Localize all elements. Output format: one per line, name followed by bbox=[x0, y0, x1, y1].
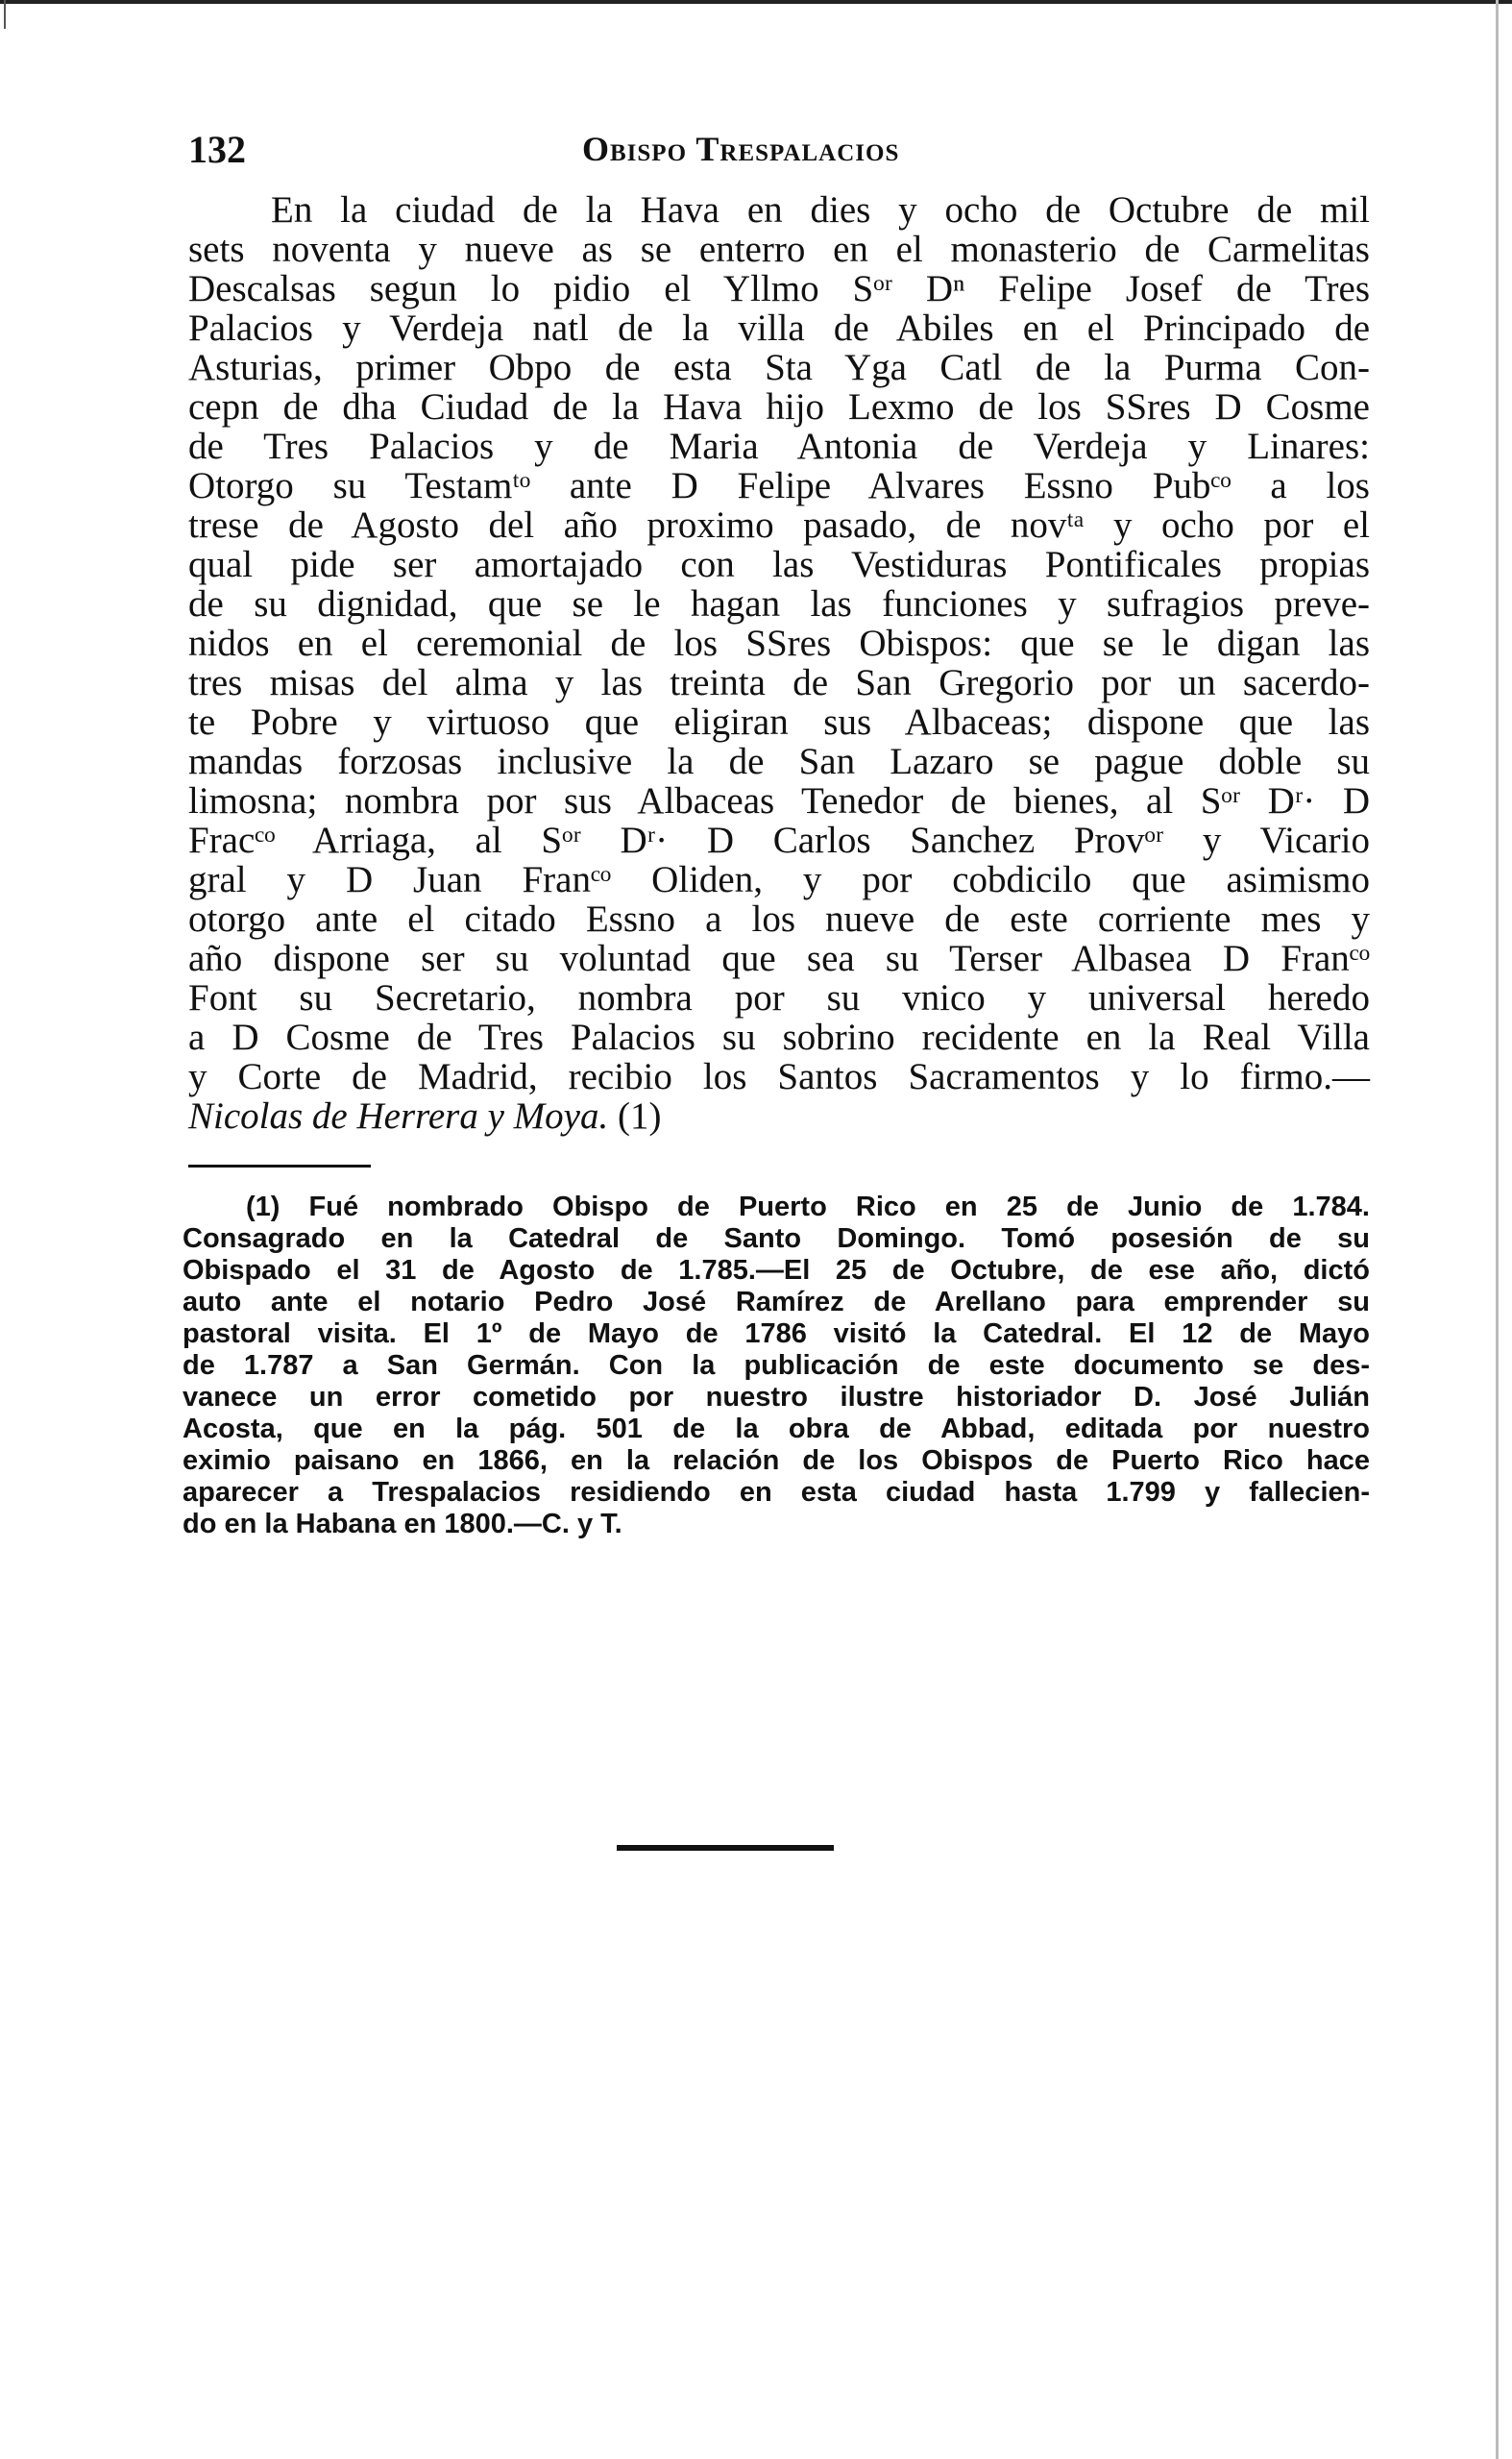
body-line: qual pide ser amortajado con las Vestiduras Pontificales propias bbox=[188, 544, 1370, 585]
footnote-marker: (1) bbox=[617, 1095, 662, 1137]
running-title: Obispo Trespalacios bbox=[582, 130, 900, 168]
body-line: Asturias, primer Obpo de esta Sta Yga Catl de la Purma Con- bbox=[188, 347, 1370, 388]
body-line: nidos en el ceremonial de los SSres Obispos: que se le digan las bbox=[188, 623, 1370, 664]
body-line: de su dignidad, que se le hagan las funciones y sufragios preve- bbox=[188, 583, 1370, 625]
body-line: te Pobre y virtuoso que eligiran sus Albaceas; dispone que las bbox=[188, 701, 1370, 743]
body-line: Font su Secretario, nombra por su vnico y universal heredo bbox=[188, 977, 1370, 1019]
body-line: y Corte de Madrid, recibio los Santos Sacramentos y lo firmo.— bbox=[188, 1056, 1370, 1097]
body-line: Fracᶜᵒ Arriaga, al Sᵒʳ Dʳ· D Carlos Sanchez Provᵒʳ y Vicario bbox=[188, 820, 1370, 861]
body-line: Otorgo su Testamᵗᵒ ante D Felipe Alvares Essno Pubᶜᵒ a los bbox=[188, 465, 1370, 506]
footnote-line: de 1.787 a San Germán. Con la publicación de este documento se des- bbox=[183, 1350, 1370, 1381]
page-header bbox=[188, 127, 1370, 184]
body-line: trese de Agosto del año proximo pasado, de novᵗᵃ y ocho por el bbox=[188, 504, 1370, 546]
footnote-line: vanece un error cometido por nuestro ilustre historiador D. José Julián bbox=[183, 1382, 1370, 1413]
footnote-line: pastoral visita. El 1º de Mayo de 1786 visitó la Catedral. El 12 de Mayo bbox=[183, 1318, 1370, 1349]
body-line: tres misas del alma y las treinta de San Gregorio por un sacerdo- bbox=[188, 662, 1370, 703]
footnote-line: auto ante el notario Pedro José Ramírez de Arellano para emprender su bbox=[183, 1287, 1370, 1317]
body-line: gral y D Juan Franᶜᵒ Oliden, y por cobdicilo que asimismo bbox=[188, 859, 1370, 900]
page-left-edge bbox=[4, 0, 6, 29]
body-text bbox=[188, 190, 1370, 1136]
footnote bbox=[183, 1192, 1370, 1540]
body-line: año dispone ser su voluntad que sea su Terser Albasea D Franᶜᵒ bbox=[188, 938, 1370, 979]
body-line: En la ciudad de la Hava en dies y ocho de Octubre de mil bbox=[271, 189, 1370, 231]
signature-line bbox=[188, 1096, 1370, 1136]
footnote-divider bbox=[188, 1165, 371, 1168]
footnote-line: eximio paisano en 1866, en la relación de los Obispos de Puerto Rico hace bbox=[183, 1445, 1370, 1476]
footnote-line: (1) Fué nombrado Obispo de Puerto Rico en 25 de Junio de 1.784. bbox=[246, 1192, 1370, 1222]
body-line: Palacios y Verdeja natl de la villa de Abiles en el Principado de bbox=[188, 307, 1370, 349]
footnote-line: aparecer a Trespalacios residiendo en esta ciudad hasta 1.799 y fallecien- bbox=[183, 1477, 1370, 1508]
page-number: 132 bbox=[188, 128, 246, 171]
footnote-line: Acosta, que en la pág. 501 de la obra de Abbad, editada por nuestro bbox=[183, 1414, 1370, 1444]
end-divider bbox=[617, 1845, 834, 1851]
body-line: cepn de dha Ciudad de la Hava hijo Lexmo de los SSres D Cosme bbox=[188, 386, 1370, 428]
footnote-line: Consagrado en la Catedral de Santo Domingo. Tomó posesión de su bbox=[183, 1223, 1370, 1254]
body-line: Descalsas segun lo pidio el Yllmo Sᵒʳ Dⁿ Felipe Josef de Tres bbox=[188, 268, 1370, 309]
body-line: otorgo ante el citado Essno a los nueve de este corriente mes y bbox=[188, 898, 1370, 940]
body-line: mandas forzosas inclusive la de San Lazaro se pague doble su bbox=[188, 741, 1370, 782]
body-line: a D Cosme de Tres Palacios su sobrino recidente en la Real Villa bbox=[188, 1017, 1370, 1058]
signature: Nicolas de Herrera y Moya. bbox=[188, 1095, 609, 1137]
body-line: limosna; nombra por sus Albaceas Tenedor de bienes, al Sᵒʳ Dʳ· D bbox=[188, 780, 1370, 822]
body-line: de Tres Palacios y de Maria Antonia de Verdeja y Linares: bbox=[188, 426, 1370, 467]
footnote-line: do en la Habana en 1800.—C. y T. bbox=[183, 1509, 622, 1539]
body-line: sets noventa y nueve as se enterro en el monasterio de Carmelitas bbox=[188, 229, 1370, 270]
page-top-border bbox=[0, 0, 1512, 4]
footnote-line: Obispado el 31 de Agosto de 1.785.—El 25 de Octubre, de ese año, dictó bbox=[183, 1255, 1370, 1286]
page-right-edge bbox=[1496, 0, 1499, 2459]
